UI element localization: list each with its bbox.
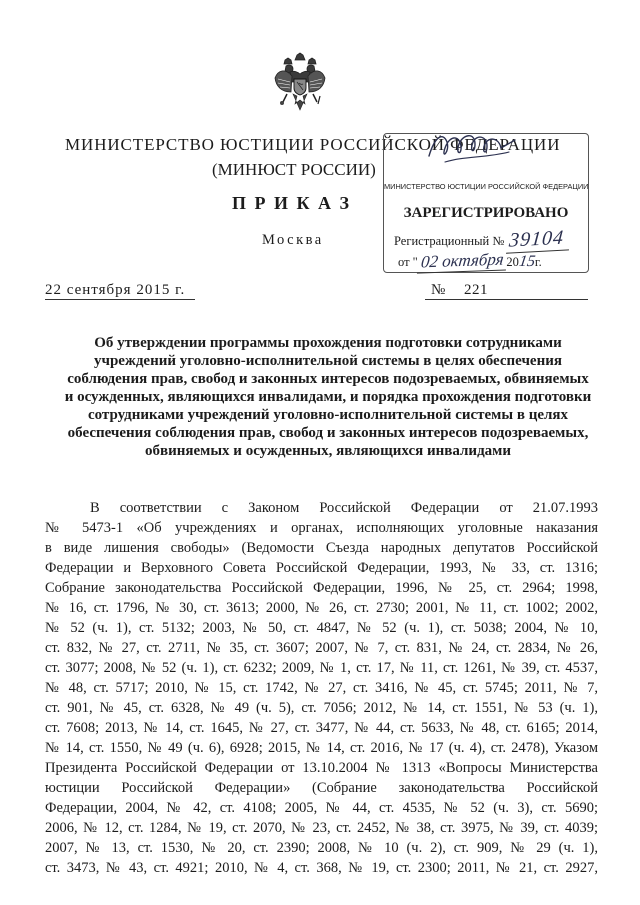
registration-label: Регистрационный № bbox=[394, 234, 505, 248]
stamp-ministry-name: МИНИСТЕРСТВО ЮСТИЦИИ РОССИЙСКОЙ ФЕДЕРАЦИИ bbox=[384, 182, 589, 191]
title-line: сотрудниками учреждений уголовно-исполнительной системы в целях bbox=[87, 407, 569, 423]
registration-year: 15 bbox=[517, 253, 537, 270]
body-line: № 16, ст. 1796, № 30, ст. 3613; 2000, № 26, ст. 2730; 2001, № 11, ст. 1002; 2002, bbox=[45, 600, 598, 616]
coat-of-arms-icon bbox=[273, 52, 327, 114]
document-type: П Р И К А З bbox=[232, 193, 352, 213]
registration-day-month: 02 октября bbox=[417, 249, 508, 273]
body-line: ст. 3077; 2008, № 52 (ч. 1), ст. 6232; 2009, № 1, ст. 17, № 11, ст. 1261, № 39, ст. 4537, bbox=[45, 660, 598, 676]
body-line: 2007, № 13, ст. 1530, № 20, ст. 2390; 2008, № 10 (ч. 2), ст. 909, № 29 (ч. 1), bbox=[45, 840, 598, 856]
stamp-status: ЗАРЕГИСТРИРОВАНО bbox=[403, 205, 569, 221]
title-line: обвиняемых и осужденных, являющихся инвалидами bbox=[144, 443, 512, 459]
body-line: № 52 (ч. 1), ст. 5132; 2003, № 50, ст. 4847, № 52 (ч. 1), ст. 5038; 2004, № 10, bbox=[45, 620, 598, 636]
body-line: юстиции Российской Федерации» (Собрание законодательства Российской bbox=[45, 780, 598, 796]
body-line: № 14, ст. 1550, № 49 (ч. 6), 6928; 2015, № 14, ст. 2016, № 17 (ч. 4), ст. 2478), Указом bbox=[45, 740, 598, 756]
body-line: в виде лишения свободы» (Ведомости Съезда народных депутатов Российской bbox=[45, 540, 598, 556]
order-number: № 221 bbox=[431, 282, 489, 298]
body-line: Федерации и Верховного Совета Российской Федерации, 1993, № 33, ст. 1316; bbox=[45, 560, 598, 576]
title-line: обеспечения соблюдения прав, свобод и законных интересов подозреваемых, bbox=[67, 425, 589, 441]
signature bbox=[425, 126, 520, 168]
title-line: учреждений уголовно-исполнительной системы в целях обеспечения bbox=[94, 353, 562, 369]
ministry-short-name: (МИНЮСТ РОССИИ) bbox=[212, 160, 376, 179]
order-title bbox=[40, 334, 616, 460]
body-line: 2006, № 12, ст. 1284, № 19, ст. 2070, № 23, ст. 2452, № 38, ст. 3975, № 39, ст. 4039; bbox=[45, 820, 598, 836]
stamp-registration-line bbox=[394, 228, 570, 252]
body-line: Федерации, 2004, № 42, ст. 4108; 2005, № 44, ст. 4535, № 52 (ч. 3), ст. 5690; bbox=[45, 800, 598, 816]
date-suffix: г. bbox=[534, 255, 542, 269]
body-line: ст. 3473, № 43, ст. 4921; 2010, № 4, ст. 368, № 19, ст. 2300; 2011, № 21, ст. 2927, bbox=[45, 860, 598, 876]
order-body bbox=[45, 498, 598, 878]
order-number-underline bbox=[425, 299, 588, 300]
order-date: 22 сентября 2015 г. bbox=[45, 282, 186, 298]
body-line: Собрание законодательства Российской Федерации, 1996, № 25, ст. 2964; 1998, bbox=[45, 580, 598, 596]
stamp-date-line bbox=[398, 251, 542, 272]
registration-number: 39104 bbox=[506, 226, 571, 253]
body-line: ст. 901, № 45, ст. 6328, № 49 (ч. 5), ст. 7056; 2012, № 14, ст. 1551, № 53 (ч. 1), bbox=[45, 700, 598, 716]
body-line: ст. 832, № 27, ст. 2711, № 35, ст. 3607; 2007, № 7, ст. 831, № 24, ст. 2834, № 26, bbox=[45, 640, 598, 656]
date-century: 20 bbox=[506, 255, 519, 269]
body-line: В соответствии с Законом Российской Федерации от 21.07.1993 bbox=[90, 500, 598, 516]
body-line: ст. 7608; 2013, № 14, ст. 1645, № 27, ст. 3477, № 44, ст. 5633, № 48, ст. 6165; 2014, bbox=[45, 720, 598, 736]
title-line: и осужденных, являющихся инвалидами, и порядка прохождения подготовки bbox=[64, 389, 592, 405]
body-line: № 5473-1 «Об учреждениях и органах, исполняющих уголовные наказания bbox=[45, 520, 598, 536]
date-prefix: от " bbox=[398, 255, 418, 269]
body-line: № 48, ст. 5717; 2010, № 15, ст. 1742, № 27, ст. 3416, № 45, ст. 5745; 2011, № 7, bbox=[45, 680, 598, 696]
city: Москва bbox=[262, 232, 324, 248]
title-line: Об утверждении программы прохождения подготовки сотрудниками bbox=[94, 335, 562, 351]
order-date-underline bbox=[45, 299, 195, 300]
ministry-name: МИНИСТЕРСТВО ЮСТИЦИИ РОССИЙСКОЙ ФЕДЕРАЦИИ bbox=[65, 135, 561, 154]
body-line: Президента Российской Федерации от 13.10.2004 № 1313 «Вопросы Министерства bbox=[45, 760, 598, 776]
title-line: соблюдения прав, свобод и законных интересов подозреваемых, обвиняемых bbox=[67, 371, 589, 387]
